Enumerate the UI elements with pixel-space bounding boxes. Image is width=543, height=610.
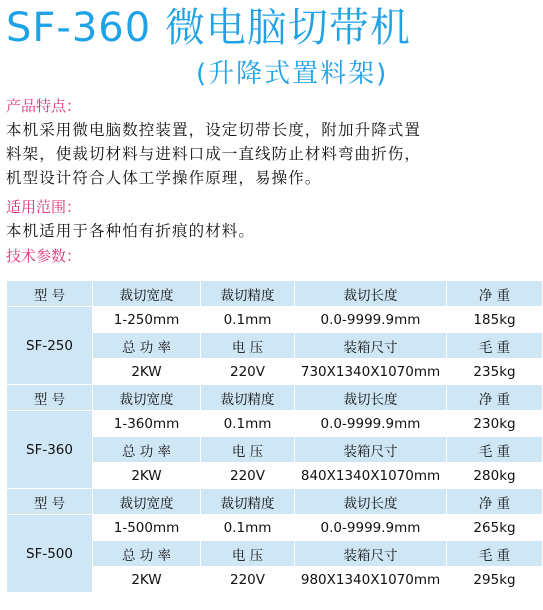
header-model: 型 号 bbox=[7, 385, 93, 411]
subheader-box-size: 装箱尺寸 bbox=[295, 541, 447, 567]
page-title: SF-360 微电脑切带机 bbox=[6, 5, 411, 51]
subheader-gross-weight: 毛 重 bbox=[447, 333, 543, 359]
model-cell: SF-500 bbox=[7, 515, 93, 593]
header-model: 型 号 bbox=[7, 281, 93, 307]
header-width: 裁切宽度 bbox=[93, 489, 201, 515]
header-net-weight: 净 重 bbox=[447, 489, 543, 515]
scope-heading: 适用范围： bbox=[6, 198, 82, 216]
voltage-cell: 220V bbox=[201, 359, 295, 385]
subheader-gross-weight: 毛 重 bbox=[447, 541, 543, 567]
power-cell: 2KW bbox=[93, 463, 201, 489]
header-net-weight: 净 重 bbox=[447, 385, 543, 411]
model-cell: SF-360 bbox=[7, 411, 93, 489]
subheader-power: 总 功 率 bbox=[93, 437, 201, 463]
net-weight-cell: 185kg bbox=[447, 307, 543, 333]
width-cell: 1-250mm bbox=[93, 307, 201, 333]
box-size-cell: 980X1340X1070mm bbox=[295, 567, 447, 593]
width-cell: 1-360mm bbox=[93, 411, 201, 437]
header-length: 裁切长度 bbox=[295, 281, 447, 307]
table-header-row bbox=[7, 281, 543, 307]
voltage-cell: 220V bbox=[201, 463, 295, 489]
table-header-row bbox=[7, 489, 543, 515]
subheader-box-size: 装箱尺寸 bbox=[295, 333, 447, 359]
gross-weight-cell: 235kg bbox=[447, 359, 543, 385]
precision-cell: 0.1mm bbox=[201, 515, 295, 541]
net-weight-cell: 230kg bbox=[447, 411, 543, 437]
subheader-power: 总 功 率 bbox=[93, 541, 201, 567]
precision-cell: 0.1mm bbox=[201, 411, 295, 437]
subheader-power: 总 功 率 bbox=[93, 333, 201, 359]
header-precision: 裁切精度 bbox=[201, 385, 295, 411]
box-size-cell: 730X1340X1070mm bbox=[295, 359, 447, 385]
header-width: 裁切宽度 bbox=[93, 281, 201, 307]
header-width: 裁切宽度 bbox=[93, 385, 201, 411]
voltage-cell: 220V bbox=[201, 567, 295, 593]
page-subtitle: (升降式置料架) bbox=[196, 59, 389, 89]
precision-cell: 0.1mm bbox=[201, 307, 295, 333]
features-line: 本机采用微电脑数控装置，设定切带长度，附加升降式置 bbox=[6, 121, 422, 139]
features-line: 料架，使裁切材料与进料口成一直线防止材料弯曲折伤， bbox=[6, 145, 422, 163]
features-heading: 产品特点： bbox=[6, 97, 82, 115]
subheader-box-size: 装箱尺寸 bbox=[295, 437, 447, 463]
box-size-cell: 840X1340X1070mm bbox=[295, 463, 447, 489]
subheader-voltage: 电 压 bbox=[201, 541, 295, 567]
header-precision: 裁切精度 bbox=[201, 281, 295, 307]
length-cell: 0.0-9999.9mm bbox=[295, 515, 447, 541]
subheader-gross-weight: 毛 重 bbox=[447, 437, 543, 463]
width-cell: 1-500mm bbox=[93, 515, 201, 541]
length-cell: 0.0-9999.9mm bbox=[295, 307, 447, 333]
header-length: 裁切长度 bbox=[295, 489, 447, 515]
header-net-weight: 净 重 bbox=[447, 281, 543, 307]
gross-weight-cell: 280kg bbox=[447, 463, 543, 489]
params-heading: 技术参数： bbox=[6, 247, 82, 265]
features-paragraph bbox=[6, 118, 538, 190]
table-row bbox=[7, 515, 543, 541]
scope-line: 本机适用于各种怕有折痕的材料。 bbox=[6, 222, 256, 240]
subheader-voltage: 电 压 bbox=[201, 437, 295, 463]
header-precision: 裁切精度 bbox=[201, 489, 295, 515]
header-model: 型 号 bbox=[7, 489, 93, 515]
power-cell: 2KW bbox=[93, 567, 201, 593]
model-cell: SF-250 bbox=[7, 307, 93, 385]
power-cell: 2KW bbox=[93, 359, 201, 385]
length-cell: 0.0-9999.9mm bbox=[295, 411, 447, 437]
table-row bbox=[7, 411, 543, 437]
features-line: 机型设计符合人体工学操作原理，易操作。 bbox=[6, 169, 322, 187]
subheader-voltage: 电 压 bbox=[201, 333, 295, 359]
net-weight-cell: 265kg bbox=[447, 515, 543, 541]
gross-weight-cell: 295kg bbox=[447, 567, 543, 593]
table-header-row bbox=[7, 385, 543, 411]
scope-paragraph bbox=[6, 219, 538, 243]
header-length: 裁切长度 bbox=[295, 385, 447, 411]
spec-table bbox=[6, 280, 543, 593]
table-row bbox=[7, 307, 543, 333]
